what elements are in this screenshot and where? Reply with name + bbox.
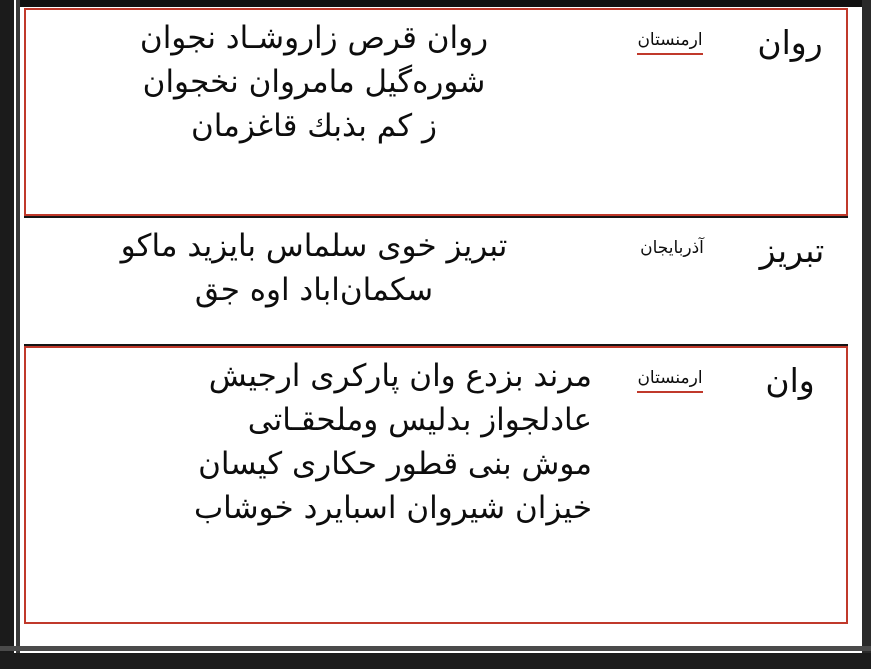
table-row <box>24 346 848 624</box>
region-name: ارمنستان <box>637 30 702 55</box>
gazetteer-table <box>24 8 848 638</box>
table-cell-places <box>24 218 608 344</box>
table-row <box>24 218 848 344</box>
place-line: مرند بزدع وان پاركرى ارجيش <box>208 358 592 394</box>
table-row <box>24 8 848 216</box>
table-cell-region <box>606 348 734 622</box>
page-bottom-edge <box>0 653 871 669</box>
table-cell-city <box>736 218 848 344</box>
table-cell-city <box>734 348 846 622</box>
page-right-edge <box>862 0 871 669</box>
place-line: ز كم بذبك قاغزمان <box>191 108 437 145</box>
place-line: تبريز خوى سلماس بايزيد ماكو <box>120 228 508 264</box>
city-name: روان <box>757 23 823 62</box>
region-name: آذربايجان <box>640 238 704 258</box>
place-line: سكمان‌اباد اوه جق <box>194 272 434 309</box>
page-left-inner-rule <box>16 0 20 669</box>
table-cell-places <box>26 348 606 622</box>
region-name: ارمنستان <box>637 368 702 393</box>
place-line: روان قرص زاروشـاد نجوان <box>139 20 489 56</box>
place-line: خيزان شيروان اسبايرد خوشاب <box>193 490 592 527</box>
table-cell-region <box>608 218 736 344</box>
city-name: تبريز <box>759 231 825 270</box>
page-bottom-inner-rule <box>0 646 871 651</box>
place-line: موش بنى قطور حكارى كيسان <box>198 446 592 483</box>
page-left-edge <box>0 0 14 669</box>
place-line: شوره‌گيل مامروان نخجوان <box>142 64 486 101</box>
page-top-edge <box>20 0 862 7</box>
place-line: عادلجواز بدليس وملحقـاتى <box>247 402 592 439</box>
city-name: وان <box>765 361 815 400</box>
table-cell-places <box>26 10 606 214</box>
table-cell-city <box>734 10 846 214</box>
table-cell-region <box>606 10 734 214</box>
